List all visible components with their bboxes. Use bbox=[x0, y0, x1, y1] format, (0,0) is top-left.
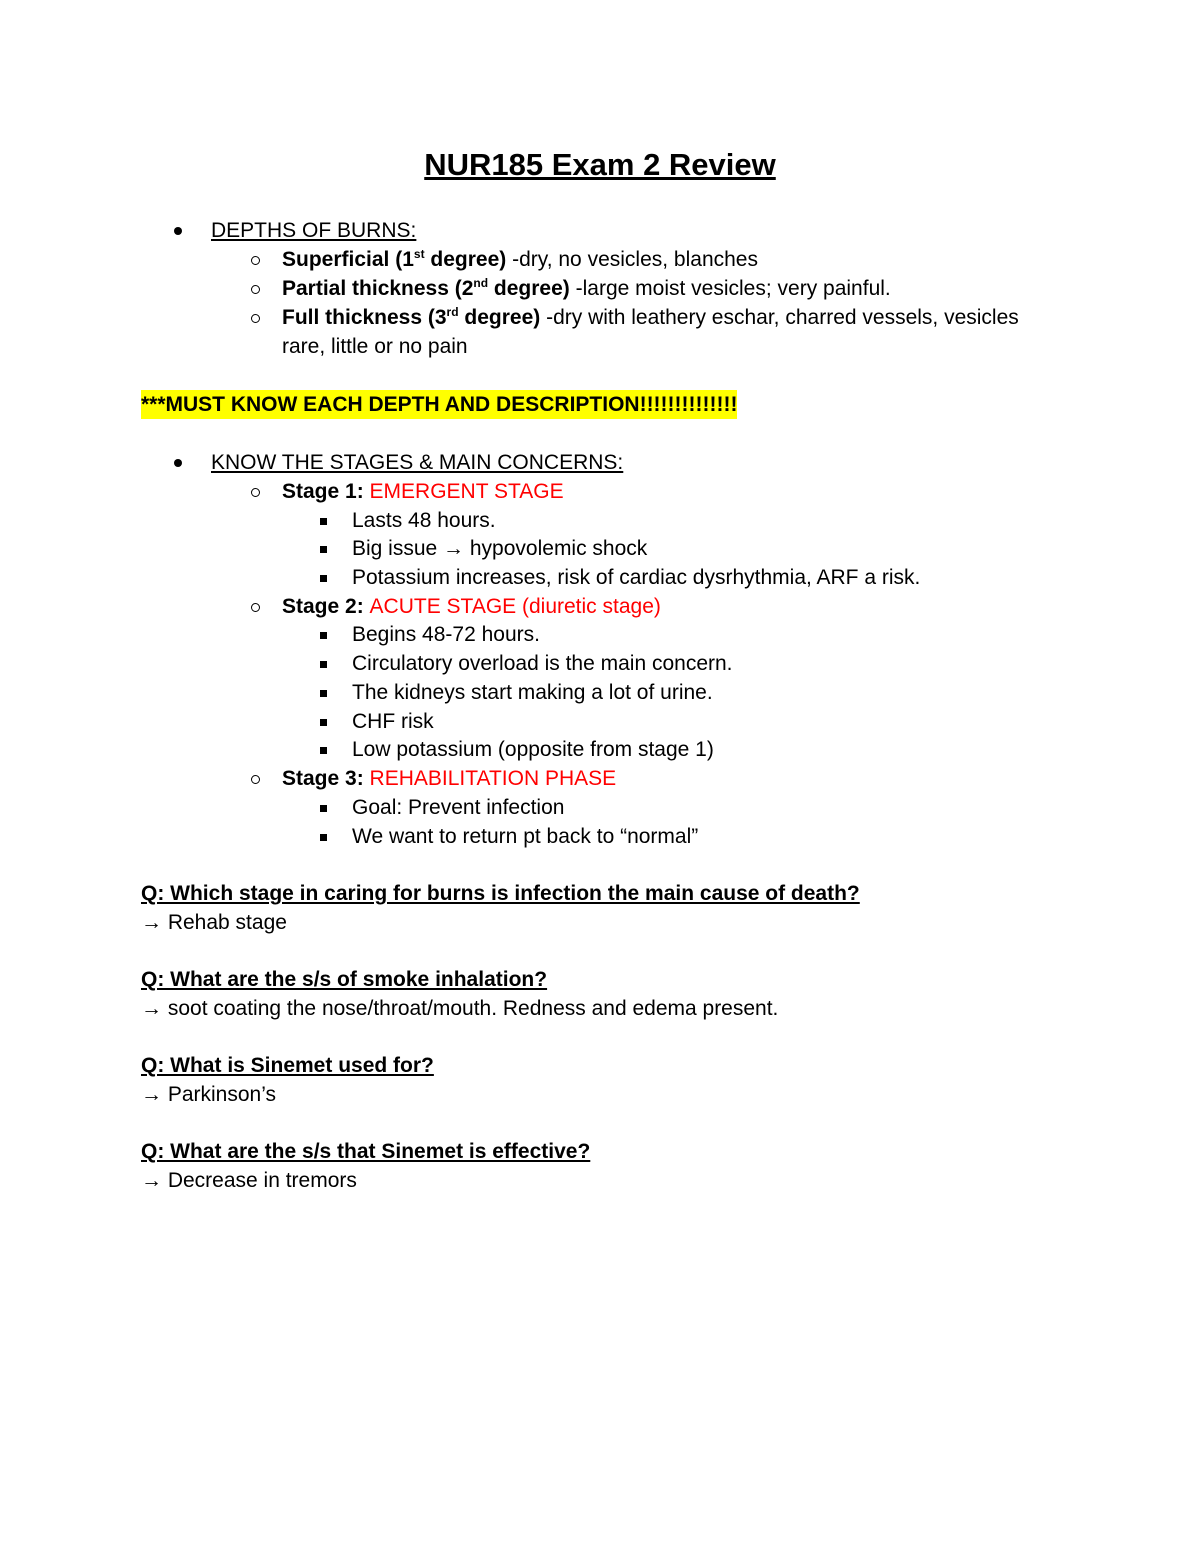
bullet-dot-icon bbox=[163, 448, 193, 477]
bullet-circle-icon bbox=[240, 245, 270, 274]
bullet-circle-icon bbox=[240, 477, 270, 506]
answer: → soot coating the nose/throat/mouth. Redness and edema present. bbox=[141, 997, 779, 1020]
stage-1-point: Lasts 48 hours. bbox=[352, 509, 496, 532]
depth-item-full-continued: rare, little or no pain bbox=[282, 335, 468, 358]
stage-2-point: Begins 48-72 hours. bbox=[352, 623, 540, 646]
stage-3: Stage 3: REHABILITATION PHASE bbox=[282, 767, 617, 790]
bullet-square-icon bbox=[308, 506, 338, 535]
question: Q: Which stage in caring for burns is infection the main cause of death? bbox=[141, 882, 860, 905]
stage-1-point: Big issue → hypovolemic shock bbox=[352, 537, 648, 560]
question: Q: What are the s/s of smoke inhalation? bbox=[141, 968, 548, 991]
question: Q: What are the s/s that Sinemet is effective? bbox=[141, 1140, 591, 1163]
bullet-square-icon bbox=[308, 707, 338, 736]
bullet-square-icon bbox=[308, 563, 338, 592]
stage-2-point: The kidneys start making a lot of urine. bbox=[352, 681, 713, 704]
bullet-circle-icon bbox=[240, 764, 270, 793]
stage-2: Stage 2: ACUTE STAGE (diuretic stage) bbox=[282, 595, 661, 618]
depth-item-superficial: Superficial (1st degree) -dry, no vesicles, blanches bbox=[282, 247, 758, 271]
depths-heading: DEPTHS OF BURNS: bbox=[211, 219, 417, 242]
bullet-square-icon bbox=[308, 678, 338, 707]
question: Q: What is Sinemet used for? bbox=[141, 1054, 434, 1077]
bullet-circle-icon bbox=[240, 303, 270, 332]
bullet-square-icon bbox=[308, 534, 338, 563]
answer: → Rehab stage bbox=[141, 911, 287, 934]
stage-1: Stage 1: EMERGENT STAGE bbox=[282, 480, 564, 503]
bullet-square-icon bbox=[308, 649, 338, 678]
stage-3-point: Goal: Prevent infection bbox=[352, 796, 565, 819]
bullet-square-icon bbox=[308, 822, 338, 851]
stage-3-point: We want to return pt back to “normal” bbox=[352, 825, 699, 848]
must-know-note: ***MUST KNOW EACH DEPTH AND DESCRIPTION!!!!!!!!!!!!!! bbox=[141, 390, 737, 419]
stage-2-point: Low potassium (opposite from stage 1) bbox=[352, 738, 714, 761]
bullet-dot-icon bbox=[163, 216, 193, 245]
answer: → Parkinson’s bbox=[141, 1083, 277, 1106]
bullet-square-icon bbox=[308, 793, 338, 822]
bullet-square-icon bbox=[308, 620, 338, 649]
stage-1-point: Potassium increases, risk of cardiac dysrhythmia, ARF a risk. bbox=[352, 566, 921, 589]
stage-2-point: CHF risk bbox=[352, 710, 434, 733]
stages-heading: KNOW THE STAGES & MAIN CONCERNS: bbox=[211, 451, 624, 474]
stage-2-point: Circulatory overload is the main concern. bbox=[352, 652, 733, 675]
bullet-circle-icon bbox=[240, 592, 270, 621]
depth-item-full: Full thickness (3rd degree) -dry with leathery eschar, charred vessels, vesicles bbox=[282, 305, 1019, 329]
answer: → Decrease in tremors bbox=[141, 1169, 357, 1192]
depth-item-partial: Partial thickness (2nd degree) -large moist vesicles; very painful. bbox=[282, 276, 891, 300]
page-title: NUR185 Exam 2 Review bbox=[424, 147, 776, 182]
bullet-circle-icon bbox=[240, 274, 270, 303]
bullet-square-icon bbox=[308, 735, 338, 764]
